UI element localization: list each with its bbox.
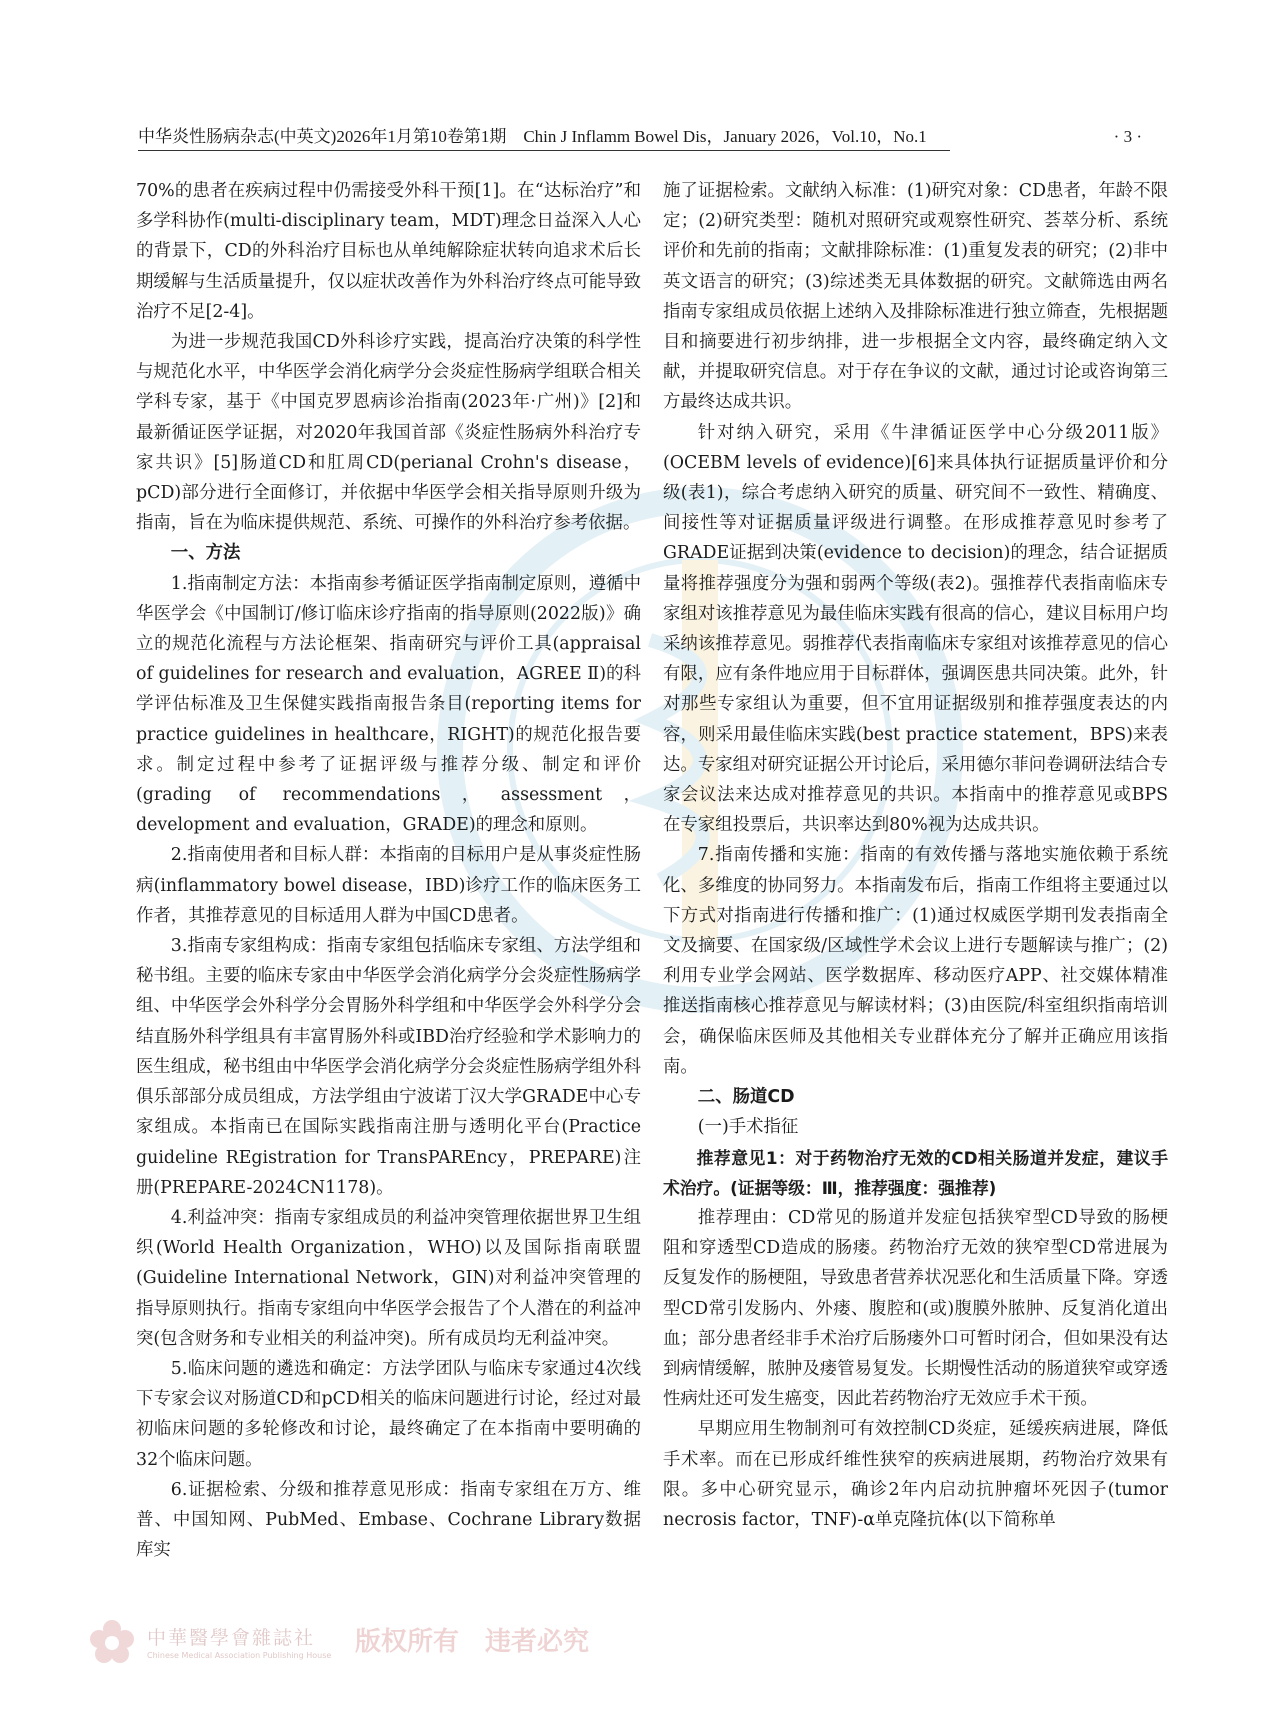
body-paragraph: 4.利益冲突：指南专家组成员的利益冲突管理依据世界卫生组织(World Health Organization，WHO)以及国际指南联盟(Guideline International Network，GIN)对利益冲突管理的指导原则执行。指南专家组向中华医学会报告了个人潜在的利益冲突(包含财务和专业相关的利益冲突)。所有成员均无利益冲突。: [136, 1207, 641, 1349]
body-paragraph: 5.临床问题的遴选和确定：方法学团队与临床专家通过4次线下专家会议对肠道CD和pCD相关的临床问题进行讨论，经过对最初临床问题的多轮修改和讨论，最终确定了在本指南中要明确的32个临床问题。: [136, 1358, 641, 1470]
publisher-footer: [85, 1615, 605, 1675]
body-paragraph: 针对纳入研究，采用《牛津循证医学中心分级2011版》(OCEBM levels of evidence)[6]来具体执行证据质量评价和分级(表1)，综合考虑纳入研究的质量、研究间不一致性、精确度、间接性等对证据质量评级进行调整。在形成推荐意见时参考了GRADE证据到决策(evidence to decision)的理念，结合证据质量将推荐强度分为强和弱两个等级(表2)。强推荐代表指南临床专家组对该推荐意见为最佳临床实践有很高的信心，建议目标用户均采纳该推荐意见。弱推荐代表指南临床专家组对该推荐意见的信心有限，应有条件地应用于目标群体，强调医患共同决策。此外，针对那些专家组认为重要，但不宜用证据级别和推荐强度表达的内容，则采用最佳临床实践(best practice statement，BPS)来表达。专家组对研究证据公开讨论后，采用德尔菲问卷调研法结合专家会议法来达成对推荐意见的共识。本指南中的推荐意见或BPS在专家组投票后，共识率达到80%视为达成共识。: [663, 422, 1168, 836]
subsection-heading: (一)手术指征: [697, 1117, 799, 1138]
body-paragraph: 施了证据检索。文献纳入标准：(1)研究对象：CD患者，年龄不限定；(2)研究类型：随机对照研究或观察性研究、荟萃分析、系统评价和先前的指南；文献排除标准：(1)重复发表的研究；(2)非中英文语言的研究；(3)综述类无具体数据的研究。文献筛选由两名指南专家组成员依据上述纳入及排除标准进行独立筛查，先根据题目和摘要进行初步纳排，进一步根据全文内容，最终确定纳入文献，并提取研究信息。对于存在争议的文献，通过讨论或咨询第三方最终达成共识。: [663, 181, 1168, 413]
publisher-seal-icon: [85, 1615, 139, 1669]
header-rule: [138, 150, 950, 151]
body-paragraph: 70%的患者在疾病过程中仍需接受外科干预[1]。在“达标治疗”和多学科协作(multi-disciplinary team，MDT)理念日益深入人心的背景下，CD的外科治疗目标也从单纯解除症状转向追求术后长期缓解与生活质量提升，仅以症状改善作为外科治疗终点可能导致治疗不足[2-4]。: [136, 181, 641, 322]
section-heading: 二、肠道CD: [697, 1087, 795, 1108]
publisher-name-en: Chinese Medical Association Publishing House: [147, 1651, 332, 1660]
body-paragraph: 推荐理由：CD常见的肠道并发症包括狭窄型CD导致的肠梗阻和穿透型CD造成的肠瘘。药物治疗无效的狭窄型CD常进展为反复发作的肠梗阻，导致患者营养状况恶化和生活质量下降。穿透型CD常引发肠内、外瘘、腹腔和(或)腹膜外脓肿、反复消化道出血；部分患者经非手术治疗后肠瘘外口可暂时闭合，但如果没有达到病情缓解，脓肿及瘘管易复发。长期慢性活动的肠道狭窄或穿透性病灶还可发生癌变，因此若药物治疗无效应手术干预。: [663, 1207, 1168, 1410]
body-paragraph: 2.指南使用者和目标人群：本指南的目标用户是从事炎症性肠病(inflammatory bowel disease，IBD)诊疗工作的临床医务工作者，其推荐意见的目标适用人群为中国CD患者。: [136, 845, 641, 926]
right-column: [663, 176, 1168, 1656]
left-column: [136, 176, 641, 1656]
body-paragraph: 6.证据检索、分级和推荐意见形成：指南专家组在万方、维普、中国知网、PubMed、Embase、Cochrane Library数据库实: [136, 1479, 641, 1561]
page-number: · 3 ·: [1113, 127, 1142, 146]
body-paragraph: 为进一步规范我国CD外科诊疗实践，提高治疗决策的科学性与规范化水平，中华医学会消化病学分会炎症性肠病学组联合相关学科专家，基于《中国克罗恩病诊治指南(2023年·广州)》[2]和最新循证医学证据，对2020年我国首部《炎症性肠病外科治疗专家共识》[5]肠道CD和肛周CD(perianal Crohn's disease，pCD)部分进行全面修订，并依据中华医学会相关指导原则升级为指南，旨在为临床提供规范、系统、可操作的外科治疗参考依据。: [136, 332, 641, 534]
body-paragraph: 3.指南专家组构成：指南专家组包括临床专家组、方法学组和秘书组。主要的临床专家由中华医学会消化病学分会炎症性肠病学组、中华医学会外科学分会胃肠外科学组和中华医学会外科学分会结直肠外科学组具有丰富胃肠外科或IBD治疗经验和学术影响力的医生组成，秘书组由中华医学会消化病学分会炎症性肠病学组外科俱乐部部分成员组成，方法学组由宁波诺丁汉大学GRADE中心专家组成。本指南已在国际实践指南注册与透明化平台(Practice guideline REgistration for TransPAREncy，PREPARE)注册(PREPARE-2024CN1178)。: [136, 936, 641, 1198]
recommendation-statement: 推荐意见1：对于药物治疗无效的CD相关肠道并发症，建议手术治疗。(证据等级：Ⅲ，推荐强度：强推荐): [663, 1147, 1168, 1198]
publisher-name: 中華醫學會雜誌社: [147, 1627, 316, 1649]
body-paragraph: 1.指南制定方法：本指南参考循证医学指南制定原则，遵循中华医学会《中国制订/修订临床诊疗指南的指导原则(2022版)》确立的规范化流程与方法论框架、指南研究与评价工具(appraisal of guidelines for research and evaluation，AGREE Ⅱ)的科学评估标准及卫生保健实践指南报告条目(reporting items for practice guidelines in healthcare，RIGHT)的规范化报告要求。制定过程中参考了证据评级与推荐分级、制定和评价(grading of recommendations，assessment，development and evaluation，GRADE)的理念和原则。: [136, 573, 641, 836]
copyright-stamp-2: 违者必究: [485, 1627, 590, 1657]
section-heading: 一、方法: [170, 543, 241, 564]
body-paragraph: 早期应用生物制剂可有效控制CD炎症，延缓疾病进展，降低手术率。而在已形成纤维性狭窄的疾病进展期，药物治疗效果有限。多中心研究显示，确诊2年内启动抗肿瘤坏死因子(tumor necrosis factor，TNF)-α单克隆抗体(以下简称单: [663, 1419, 1168, 1530]
copyright-stamp: 版权所有: [355, 1627, 460, 1657]
journal-citation: 中华炎性肠病杂志(中英文)2026年1月第10卷第1期 Chin J Inflamm Bowel Dis，January 2026，Vol.10，No.1: [138, 127, 927, 146]
body-paragraph: 7.指南传播和实施：指南的有效传播与落地实施依赖于系统化、多维度的协同努力。本指南发布后，指南工作组将主要通过以下方式对指南进行传播和推广：(1)通过权威医学期刊发表指南全文及摘要、在国家级/区域性学术会议上进行专题解读与推广；(2)利用专业学会网站、医学数据库、移动医疗APP、社交媒体精准推送指南核心推荐意见与解读材料；(3)由医院/科室组织指南培训会，确保临床医师及其他相关专业群体充分了解并正确应用该指南。: [663, 845, 1168, 1077]
